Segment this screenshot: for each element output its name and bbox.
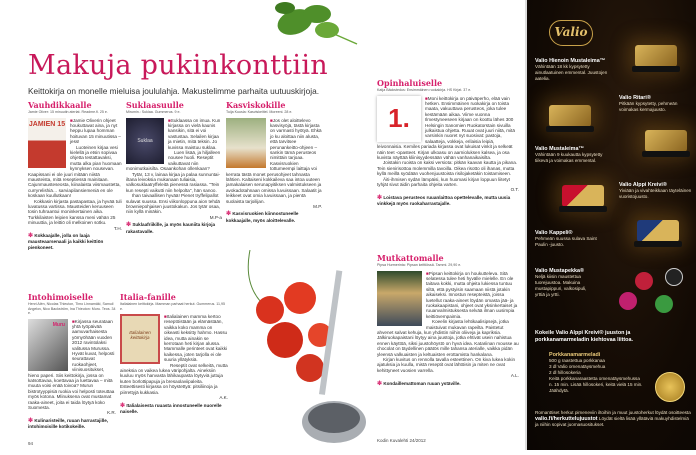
- valio-url-link[interactable]: valio.fi/herkuttelujuustot: [535, 416, 598, 422]
- section-heading: Vauhdikkaalle: [28, 100, 92, 110]
- valio-advertisement: Valio Valio Hienoin Mustaleima™ Vähintään 18 kk kypsytetty ainutlaatuinen emmental. Juustojen aatelia. Valio Ritari® Pitkään kypsytetty, pehmeän voimakas kermajuusto. Valio Mustaleima™ Vähintään 9 kuukautta kypsytetty tiikevä ja voimakas emmental. Valio Alppi Kreivi® Yiviään ja vivahteikkaan täyteläinen vuoristojuusto. Valio Kappeli® Pehmeän suussa sulava Saint Paulin -juusto. Valio Mustapekka® Neljä kiisin maustettua tuorejuustoa. Makuina mustapippuri, valkosipuli, yrttiä ja yrtti. Kokeile Valio Alppi Kreivi® juuston ja porkkanamarmeladin kiehtovaa liittoa. Porkkanamarmeladi 500 g raastettua porkkanaa 3 dl Valio omenatäysmehua 2 dl hillosokeria Keitä porkkanaraastetta omenatäysmehussa n. 15 min. Lisää hillosokeri, keitä vielä 15 min. Jäähdytä. Romanttiset herkut pimeneviin iltoihin ja muut juustoherkut löydät osoitteesta valio.fi/herkuttelujuustot Löydät sieltä lisää yllätäviä makuyhdistelmiä ja niihin sopivat juomasuositukset.: [525, 0, 696, 450]
- mustapekka-cup: [655, 295, 673, 313]
- book-cover-pipsa: [377, 271, 422, 326]
- review-kasviskokille: Kasviskokille Tuija Kuusla: Kasviskeitiel. Moreeni. 28 e. ■Jos olet aloittelevo kasvisyöjä, tästä kirjasta on varmasti hyötyä. Ehkä jo ku aloittaa niin alusta, että tarvitsee perunankeitto-ohjeen – sankin tämä perusteos nimittäin tarjoaa. Kasvisruokien tottumeempi laittaja voi kerrata tästä monet perusohjeet tahnasta lähtien. Kaltaiseni kokkaileva saa intoa uuteen jamakalaisen serunapyitiksen valmistukseen ja avokadotahnaan omissa luvuissaan. Salaatit ja leikkeet ovat omia luvuissaan, ja pientä suolaista tarjoilijan. M.P. ✻ Kasvisruokien kiinnostuneelle kokkaajalle, myös aloittelevalle.: [226, 100, 322, 223]
- book-cover-vegetables: [226, 118, 266, 168]
- page-title: Makuja pukinkonttiin: [28, 50, 328, 81]
- book-cover-ensimmainen-ruokakirja: 1.: [377, 96, 421, 142]
- cheese-ritari: [549, 105, 591, 127]
- review-italia-fanille: Italia-fanille Italialainen keittokirja. Mamman parhaat herkut. Gummerus. 11,95 e. Italialainen keittokirja ■Italialainen mamma kertoo reseptöistään ja elämästään, vaikka koko mamma on oikeasti keksitty hahmo. Hassu idea, mutta ainakin se kerrotaan heti kirjan alussa. Mammalle perinteet ovat kaikki kaikessa, joten tarjolla ei ole suuria yllätyksiä. Reseptit ovat selkeitä, mutta aineksia on vaikea lukea väripohjalta. Aineksiin kuuluu myös hanvasta lähikaupasta löytyviä juttuja kuten borlottipapuja ja bresaolaviipaleita. Esteettisesti kirjassa on höystettyä: pitsiliinoja ja piirrettyjä kukkasia. A.K. ✻ Italialaisesta ruuasta innostuneelle nuorelle naiselle.: [120, 292, 228, 414]
- cheese-mustaleima: [645, 130, 687, 152]
- tomatoes-ladle-illustration: [230, 250, 370, 450]
- valio-logo: Valio: [549, 20, 593, 46]
- mustapekka-cup: [635, 272, 653, 290]
- page-number: 94: [28, 441, 34, 446]
- cheese-kappeli: [637, 220, 679, 242]
- review-suklaasuulle: Suklaasuulle Mirumin.: Suklaa. Gummerus. 9 e. Suklaa ■Suklaassa on imua. Kun kirjassa on vielä kaunis kansikin, sitä ei voi vastustaa. Selailen kirjaa ja mietin, mitä teksin. Jo kuvissa maistuu suklaa. Luen lisää, ja hiljalleen nousee huoli. Reseptit vaikuttavat niin monimutkaisilta. Osaankohan ollenkaan? Tytär, 13 v, lainaa kirjaa ja palaa sunnuntai-iltana leivoksia mukanaan tuliaisia, valkosuklaatryffeleitä pienessä rasiassa. "Tein kun resepti vaikutti niin helpolta", hän sanoo. Ihan taivaallisen hyvää! Pienet tryffelipallot sulavat suussa. Ensi viikonloppuna aion tehdä browniepohjaisen juustokakun. Jos tytär osaa, niin kyllä minäkin. M.P-a ✻ Suklaafriikille, ja myös kauniita kirjoja rakastavalle.: [126, 100, 222, 234]
- page-subtitle: Keittokirja on monelle mieluisa joululahja. Makustelimme parhaita uutuuskirjoja.: [28, 86, 319, 96]
- book-cover-jamie: JAMIEN 15: [28, 118, 66, 168]
- review-vauhdikkaalle: Vauhdikkaalle Jamie Oliver: 15 minuutin aterlat. Readme.fi. 25 e. JAMIEN 15 ■Jamie Oliverin ohjeet houkuttavat aina, ja nyt heppu lupaa homman hoituvan 15 minuutissa – jess! Luoteinen kirjaa vesi kielellä ja etsin sopivaa ohjetta testattavaksi, mutta alka pian huomaan kynnyksen nousevan. Kaapissani ei ole juuri mitään niistä mausteista, mitä reseptiessä mainitaan. Cajunmausteseosta, kiinalaista viismaustetta, curryrelishiä… sarviapilansiemeniä en ole koskaan kuullutkaan! Kokkasin kirjasta pastapastaa, ja hyvää tuli luvatussa vartissa. Mausteiden keruuseen tosin tuhraantui moninkertainen aika. Turkkilaisten leipien kanssa meni vähän 25 minuuttia, ja leittiö oli melkoinen sotku. T.H. ✻ Kokkaajalle, jolla on laaja mausteaarsenaali ja kaikki keittiön pienkoneet.: [28, 100, 122, 250]
- book-cover-muru: Muru: [28, 319, 68, 371]
- review-mutkattomalle: Mutkattomalle Pipsa Hurmerinta: Pipsan keittiössä. Tammi. 29,90 e. ■Pipsan keittokirja on houkutteleva. Sitä selatessa tulee heti hyvälle mielelle. En ole taitava kokki, mutta ohjeita lukiessa tuntuu siltä, että pystyisin saamaan niistä jotakin aikaiseksi. Innostun resepteistä, joissa luetellut raaka-aineet löydän omasta jää- ja ruokakaapistani, ohjeet ovat yksinkertaiset ja ruuanvalmistuksesta selvää ilman uusimpia keittiövempaimia. Koeelin kirjasta lehtikaalisipsejä, jotka maistuivat mukavan rapeilta. Paistetut ahvenet salvat kehuja, kun yhdistin niihin oliiveja ja kapriksia. Jälkiruokapaistani löytyy aina juustoja, jotka ehtivät usein nahistua ennen käyttöä, siksi juustohöystö on hyvä idea. Katariinan mousse au chocolat on täydellinen päätös mille tahansa aterialle, vaikka pidän yleensä valkuaisten ja keltuaisten erottamista hankalana. Kirjan kuvitus on rennolla tavalla esteettinen. On kiva lukea kokin ajatuksia ja kuulla, mistä reseptit ovat lähtöisin ja miten ne ovat kehittyneet vuosien varrella. A.L. ✻ Kondaillemattoman ruuan ystäville.: [377, 253, 519, 387]
- review-opinhaluiselle: Opinhaluiselle Katja Bäckstedus: Ensimmäinen ruokakirja. HS Kirjat. 37 e. 1. ■Moni keittokirja on päiväperho, elää vain hetken. Ensimmäinen ruokakirja on toista maata, vakuuttava perusteos, joka tulee kestämään aikaa. Viime vuonna Ilmestyneeseen kirjaan on koottu lähes 300 Helsingin Sanomien Ruokatorstain sivuilla julkaistua ohjetta. Ruuat ovat juuri niitä, mitä varsinkin nuoret nyt suosivat: pastoja, salaatteja, vokkeja, erilaisia leipiä, leivonnaisia. Kemiles pariada kirjassa ovat lukuisat vinkit ja selkeät näin teet -opasteet. Kirjan ulkoasu on aarnioluksen kalsea, ja osa kuvista näyttää kliinisyydessään vähän vanhanaikaisilta. Joistakin ruoista on kaksi versiota: pitkän kaavan kautta ja pikana. Tein sienirisottoa molemmilla tavoilla. Oikea risotto oli ihanas, mutta kyllä meillä syödään vuohenjuustoista risilojaketäkin toistamiseen. Äiti-ihmisen sydän lämpäisi, kun huomasi kirjan loppuun liitetyt tyhjät sivut äidin parhaita ohjeita varten. O.T. ✻ Loistava perusteos ruuanlaittoa opettelevalle, mutta uusia vinkkejä myös ruokaharrastajalle.: [377, 78, 519, 207]
- pairing-headline: Kokeile Valio Alppi Kreivi® juuston ja porkkanamarmeladin kiehtovaa liittoa.: [535, 330, 633, 343]
- gold-seal: [655, 372, 685, 402]
- book-meta: Jamie Oliver: 15 minuutin aterlat. Readme.fi. 25 e.: [28, 110, 108, 114]
- mustapekka-cup: [619, 292, 637, 310]
- recipe: Porkkanamarmeladi 500 g raastettua porkkanaa 3 dl Valio omenatäysmehua 2 dl hillosokeria Keitä porkkanaraastetta omenatäysmehussa n. 15 min. Lisää hillosokeri, keitä vielä 15 min. Jäähdytä.: [549, 352, 643, 393]
- review-intohimoiselle: Intohimoiselle Henri Alén, Nicolas Thieuton, Timo Linnamäki, Samuil Angelov, Nico Backström, Ina Thieuton: Muru. Teos. 34 e. Muru ■Kirjassa seurataan yhtä työpäivää aamuvarhaisesta yömyöhään vuoden 2012 ravintolaksi valitussa Murussa. Hyvät kuvat, helposti seurattavat ruokaohjeet, viinisuositukset, hieno paperi. Siis keittokirja, jossa on katsottavaa, koettavaa ja luettavaa – mitä muuta voisi enää toivoa? Murun bistrotyyppisiä ruokia voi helposti toteuttaa myös kotona. Mlinuksena ovat mustamat raaka-aineet, joita ei taida löytyä koko Suomesta. K.R. ✻ Kulinaristeille, ruuan harrastajille, intohimoisille kotikokeille.: [28, 292, 116, 430]
- cheese-hienoin-mustaleima: [635, 45, 677, 67]
- recommendation: Kokkaajalle, jolla on laaja mausteaarsenaali ja kaikki keittiön pienkoneet.: [28, 233, 104, 250]
- book-cover-italialainen: Italialainen keittokirja: [120, 314, 160, 364]
- section-heading: Suklaasuulle: [126, 100, 184, 110]
- cheese-alppi-kreivi: [562, 185, 604, 207]
- parsley-illustration: [265, 0, 360, 55]
- book-cover-suklaa: Suklaa: [126, 118, 164, 164]
- mustapekka-cup: [665, 268, 683, 286]
- magazine-footer: Kodin Kuvalehti 24/2012: [377, 438, 426, 443]
